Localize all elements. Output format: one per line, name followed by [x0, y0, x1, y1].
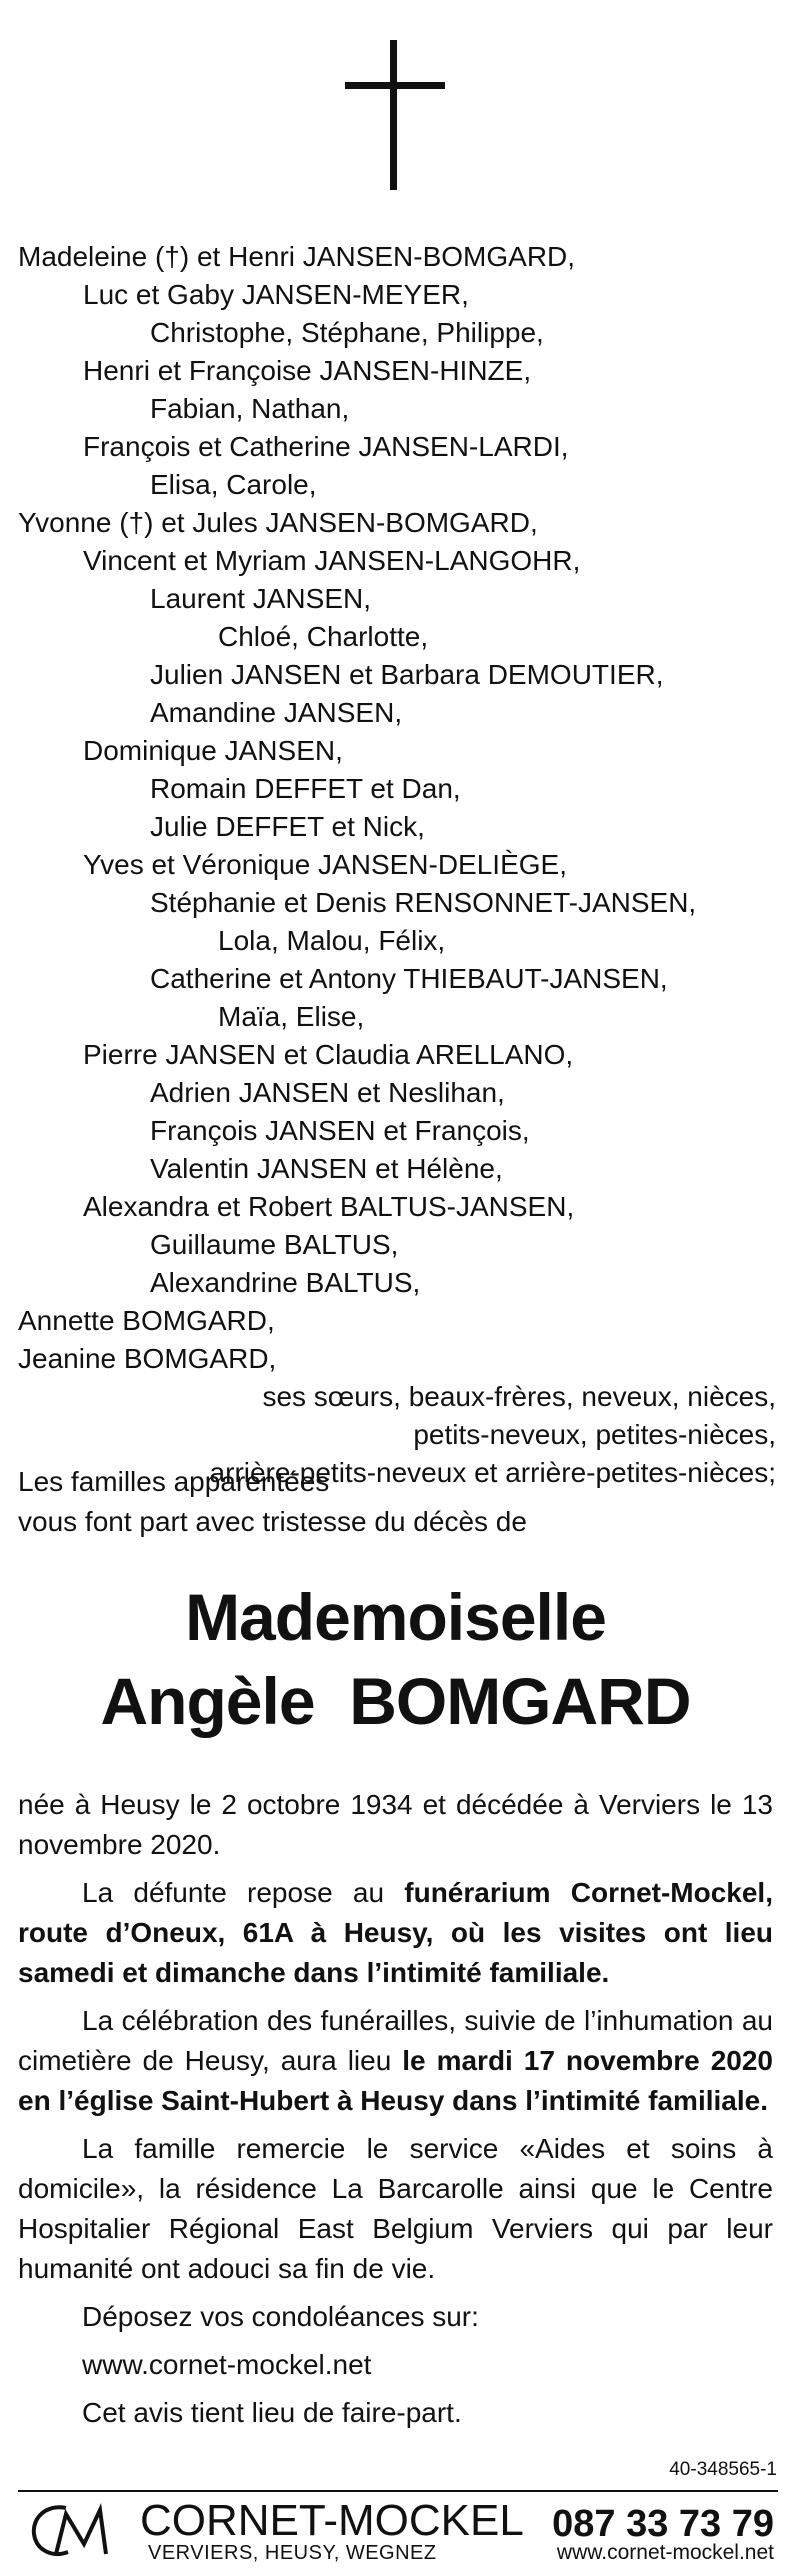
family-line: Romain DEFFET et Dan,: [150, 773, 461, 804]
phone-number[interactable]: 087 33 73 79: [552, 2503, 774, 2545]
reference-number: 40-348565-1: [669, 2459, 777, 2480]
family-line: Annette BOMGARD,: [18, 1305, 275, 1336]
deceased-name-block: [0, 1575, 791, 1743]
family-line: ses sœurs, beaux-frères, neveux, nièces,: [262, 1381, 776, 1412]
obituary-body: [18, 1785, 773, 2433]
family-line: Adrien JANSEN et Neslihan,: [150, 1077, 505, 1108]
brand-name: CORNET-MOCKEL: [140, 2496, 524, 2545]
funeral-home-paragraph: La défunte repose au funérarium Cornet-Mockel, route d’Oneux, 61A à Heusy, où les visites ont lieu samedi et dimanche dans l’intimité familiale.: [18, 1877, 773, 1988]
family-line: Elisa, Carole,: [150, 469, 317, 500]
family-line: Luc et Gaby JANSEN-MEYER,: [83, 279, 469, 310]
family-line: Henri et Françoise JANSEN-HINZE,: [83, 355, 532, 386]
cornet-mockel-logo: [26, 2500, 126, 2562]
deceased-name: Angèle BOMGARD: [100, 1664, 691, 1738]
family-line: Guillaume BALTUS,: [150, 1229, 399, 1260]
footer-divider: [18, 2490, 778, 2492]
family-line: Madeleine (†) et Henri JANSEN-BOMGARD,: [18, 241, 576, 272]
family-line: Pierre JANSEN et Claudia ARELLANO,: [83, 1039, 574, 1070]
family-line: Chloé, Charlotte,: [218, 621, 429, 652]
condolences-link[interactable]: www.cornet-mockel.net: [82, 2349, 372, 2380]
family-line: Catherine et Antony THIEBAUT-JANSEN,: [150, 963, 668, 994]
family-line: Julie DEFFET et Nick,: [150, 811, 425, 842]
family-line: Valentin JANSEN et Hélène,: [150, 1153, 503, 1184]
family-line: Laurent JANSEN,: [150, 583, 371, 614]
birth-info: née à Heusy le 2 octobre 1934 et décédée à Verviers le 13 novembre 2020.: [18, 1789, 773, 1860]
condolences-label: Déposez vos condoléances sur:: [82, 2301, 479, 2332]
family-line: Julien JANSEN et Barbara DEMOUTIER,: [150, 659, 664, 690]
brand-cities: VERVIERS, HEUSY, WEGNEZ: [148, 2542, 437, 2564]
family-list: [18, 238, 778, 1492]
family-line: Dominique JANSEN,: [83, 735, 343, 766]
family-line: Lola, Malou, Félix,: [218, 925, 446, 956]
deceased-title: Mademoiselle: [185, 1580, 606, 1654]
family-line: Yvonne (†) et Jules JANSEN-BOMGARD,: [18, 507, 538, 538]
family-line: Alexandrine BALTUS,: [150, 1267, 421, 1298]
family-line: Fabian, Nathan,: [150, 393, 350, 424]
cross-icon: [345, 40, 445, 190]
family-line: Yves et Véronique JANSEN-DELIÈGE,: [83, 849, 567, 880]
ceremony-paragraph: La célébration des funérailles, suivie de l’inhumation au cimetière de Heusy, aura lieu le mardi 17 novembre 2020 en l’église Saint-Hubert à Heusy dans l’intimité familiale.: [18, 2005, 773, 2116]
family-line: Vincent et Myriam JANSEN-LANGOHR,: [83, 545, 581, 576]
family-line: Stéphanie et Denis RENSONNET-JANSEN,: [150, 887, 697, 918]
announcement-line-2: vous font part avec tristesse du décès de: [18, 1506, 527, 1537]
family-line: Alexandra et Robert BALTUS-JANSEN,: [83, 1191, 575, 1222]
announcement-intro: [18, 1462, 778, 1542]
family-line: Christophe, Stéphane, Philippe,: [150, 317, 544, 348]
family-line: Amandine JANSEN,: [150, 697, 403, 728]
footer-website-link[interactable]: www.cornet-mockel.net: [556, 2541, 774, 2564]
family-line: arrière-petits-neveux et arrière-petites-nièces;: [209, 1457, 776, 1488]
family-line: Maïa, Elise,: [218, 1001, 365, 1032]
family-line: François JANSEN et François,: [150, 1115, 530, 1146]
announcement-line-1: Les familles apparentées: [18, 1466, 330, 1497]
family-line: petits-neveux, petites-nièces,: [413, 1419, 776, 1450]
thanks-paragraph: La famille remercie le service «Aides et soins à domicile», la résidence La Barcarolle ainsi que le Centre Hospitalier Régional East Belgium Verviers qui par leur humanité ont adouci sa fin de vie.: [18, 2133, 773, 2284]
notice-text: Cet avis tient lieu de faire-part.: [82, 2397, 462, 2428]
family-line: François et Catherine JANSEN-LARDI,: [83, 431, 569, 462]
family-line: Jeanine BOMGARD,: [18, 1343, 277, 1374]
footer: [18, 2496, 778, 2568]
